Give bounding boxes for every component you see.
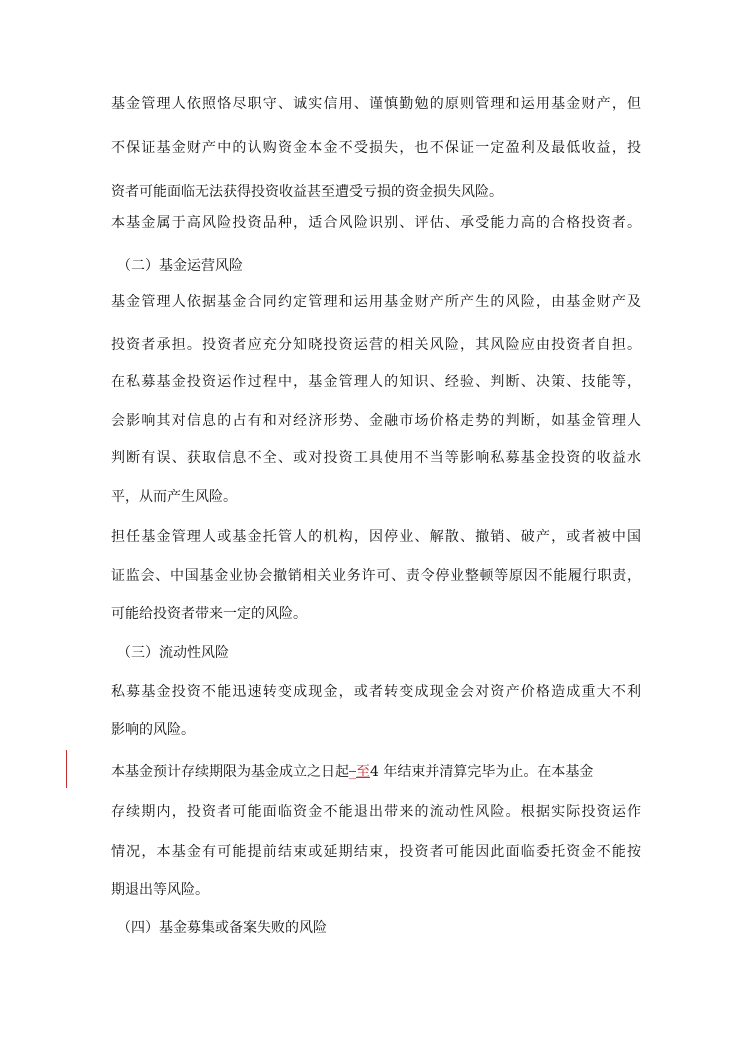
paragraph-line: 本基金属于高风险投资品种，适合风险识别、评估、承受能力高的合格投资者。 — [111, 215, 641, 231]
paragraph-line: 平，从而产生风险。 — [111, 489, 237, 505]
revision-change-bar — [66, 750, 67, 788]
inserted-text: 至 — [356, 764, 370, 780]
section-heading: （二）基金运营风险 — [117, 258, 243, 274]
paragraph-line: 情况，本基金有可能提前结束或延期结束，投资者可能因此面临委托资金不能按 — [111, 844, 641, 860]
paragraph-line: 不保证基金财产中的认购资金本金不受损失，也不保证一定盈利及最低收益，投 — [111, 140, 641, 156]
paragraph-line: 担任基金管理人或基金托管人的机构，因停业、解散、撤销、破产，或者被中国 — [111, 529, 641, 545]
paragraph-line: 期退出等风险。 — [111, 882, 209, 898]
section-heading: （四）基金募集或备案失败的风险 — [117, 920, 327, 936]
text-segment: 本基金预计存续期限为基金成立之日起 — [111, 764, 349, 780]
text-segment: 4 年结束并清算完毕为止。在本基金 — [370, 764, 594, 780]
paragraph-line: 资者可能面临无法获得投资收益甚至遭受亏损的资金损失风险。 — [111, 184, 503, 200]
paragraph-line: 私募基金投资不能迅速转变成现金，或者转变成现金会对资产价格造成重大不利 — [111, 684, 641, 700]
paragraph-line: 可能给投资者带来一定的风险。 — [111, 606, 307, 622]
paragraph-line: 在私募基金投资运作过程中，基金管理人的知识、经验、判断、决策、技能等， — [111, 374, 641, 390]
paragraph-line: 证监会、中国基金业协会撤销相关业务许可、责令停业整顿等原因不能履行职责， — [111, 568, 641, 584]
paragraph-line: 判断有误、获取信息不全、或对投资工具使用不当等影响私募基金投资的收益水 — [111, 450, 641, 466]
paragraph-line: 投资者承担。投资者应充分知晓投资运营的相关风险，其风险应由投资者自担。 — [111, 337, 641, 353]
paragraph-line: 会影响其对信息的占有和对经济形势、金融市场价格走势的判断，如基金管理人 — [111, 413, 641, 429]
paragraph-line: 基金管理人依据基金合同约定管理和运用基金财产所产生的风险，由基金财产及 — [111, 294, 641, 310]
section-heading: （三）流动性风险 — [117, 645, 229, 661]
paragraph-line-with-revision — [111, 762, 641, 782]
deleted-text: _ — [349, 764, 356, 780]
paragraph-line: 影响的风险。 — [111, 722, 195, 738]
paragraph-line: 存续期内，投资者可能面临资金不能退出带来的流动性风险。根据实际投资运作 — [111, 804, 641, 820]
paragraph-line: 基金管理人依照恪尽职守、诚实信用、谨慎勤勉的原则管理和运用基金财产，但 — [111, 96, 641, 112]
